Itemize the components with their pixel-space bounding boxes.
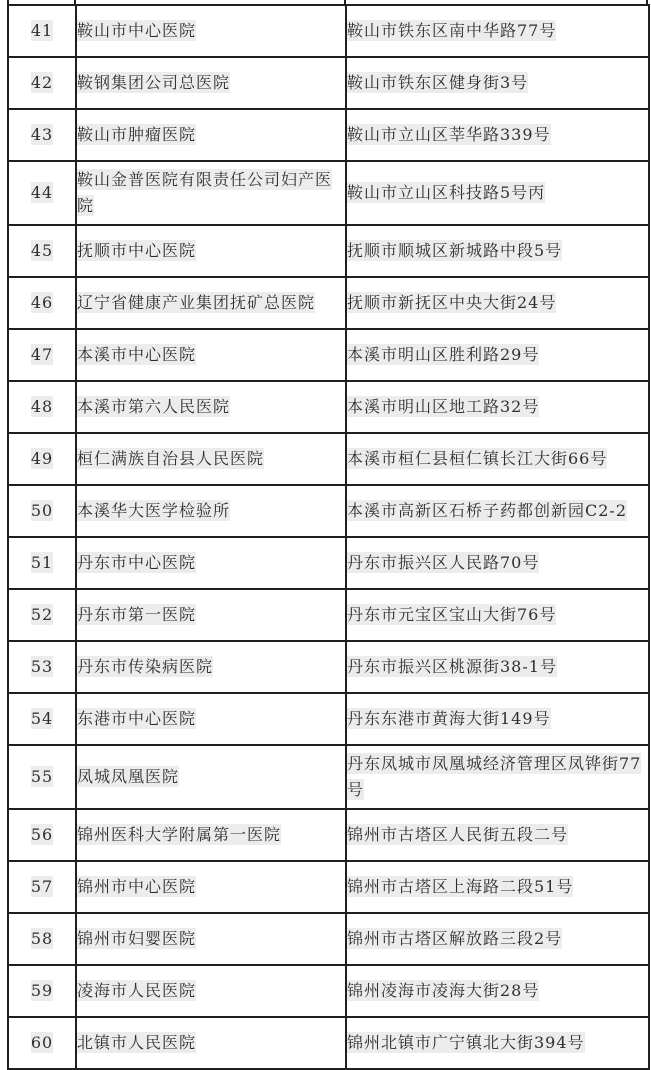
table-row xyxy=(8,589,649,641)
hospital-address: 抚顺市新抚区中央大街24号 xyxy=(347,293,557,312)
hospital-name: 锦州市中心医院 xyxy=(77,877,197,896)
hospital-address: 本溪市明山区胜利路29号 xyxy=(347,345,540,364)
row-number: 52 xyxy=(30,605,54,624)
cell-no xyxy=(8,57,76,109)
cell-address xyxy=(346,5,649,57)
cell-name xyxy=(76,1017,346,1069)
cell-name xyxy=(76,485,346,537)
table-row xyxy=(8,913,649,965)
hospital-address: 本溪市高新区石桥子药都创新园C2-2 xyxy=(347,501,628,520)
cell-name xyxy=(76,5,346,57)
cell-name xyxy=(76,225,346,277)
hospital-address: 丹东市振兴区人民路70号 xyxy=(347,553,540,572)
cell-no xyxy=(8,537,76,589)
hospital-name: 本溪市中心医院 xyxy=(77,345,197,364)
row-number: 50 xyxy=(30,501,54,520)
hospital-address: 锦州凌海市凌海大街28号 xyxy=(347,981,540,1000)
row-number: 44 xyxy=(30,183,54,202)
table-row xyxy=(8,809,649,861)
hospital-table-body xyxy=(8,5,649,1069)
hospital-address: 鞍山市铁东区南中华路77号 xyxy=(347,21,557,40)
row-number: 51 xyxy=(30,553,54,572)
cell-address xyxy=(346,109,649,161)
table-row xyxy=(8,161,649,225)
cell-address xyxy=(346,57,649,109)
cell-name xyxy=(76,381,346,433)
row-number: 48 xyxy=(30,397,54,416)
table-row xyxy=(8,433,649,485)
table-row xyxy=(8,329,649,381)
hospital-name: 鞍山市中心医院 xyxy=(77,21,197,40)
cell-address xyxy=(346,965,649,1017)
cell-name xyxy=(76,693,346,745)
cell-no xyxy=(8,693,76,745)
row-number: 60 xyxy=(30,1033,54,1052)
hospital-name: 锦州市妇婴医院 xyxy=(77,929,197,948)
hospital-name: 本溪市第六人民医院 xyxy=(77,397,231,416)
row-number: 45 xyxy=(30,241,54,260)
cell-name xyxy=(76,329,346,381)
cell-name xyxy=(76,433,346,485)
cell-name xyxy=(76,913,346,965)
hospital-name: 凤城凤凰医院 xyxy=(77,767,180,786)
cell-address xyxy=(346,589,649,641)
table-row xyxy=(8,277,649,329)
cell-address xyxy=(346,329,649,381)
cell-no xyxy=(8,433,76,485)
cell-address xyxy=(346,225,649,277)
table-row xyxy=(8,5,649,57)
cell-address xyxy=(346,745,649,809)
cell-address xyxy=(346,537,649,589)
cell-no xyxy=(8,225,76,277)
hospital-address: 锦州市古塔区人民街五段二号 xyxy=(347,825,569,844)
cell-no xyxy=(8,809,76,861)
table-row xyxy=(8,745,649,809)
cell-name xyxy=(76,809,346,861)
hospital-name: 鞍山金普医院有限责任公司妇产医院 xyxy=(77,170,333,215)
cell-no xyxy=(8,745,76,809)
cell-no xyxy=(8,277,76,329)
hospital-address: 本溪市桓仁县桓仁镇长江大街66号 xyxy=(347,449,608,468)
row-number: 56 xyxy=(30,825,54,844)
row-number: 49 xyxy=(30,449,54,468)
cell-name xyxy=(76,57,346,109)
cell-name xyxy=(76,641,346,693)
cell-no xyxy=(8,329,76,381)
cell-name xyxy=(76,109,346,161)
hospital-name: 锦州医科大学附属第一医院 xyxy=(77,825,282,844)
hospital-name: 辽宁省健康产业集团抚矿总医院 xyxy=(77,293,316,312)
cell-name xyxy=(76,277,346,329)
cell-no xyxy=(8,913,76,965)
table-row xyxy=(8,381,649,433)
hospital-address: 丹东市元宝区宝山大街76号 xyxy=(347,605,557,624)
hospital-address: 丹东东港市黄海大街149号 xyxy=(347,709,551,728)
hospital-name: 本溪华大医学检验所 xyxy=(77,501,231,520)
hospital-address: 丹东凤城市凤凰城经济管理区凤铧街77号 xyxy=(347,754,642,799)
hospital-name: 东港市中心医院 xyxy=(77,709,197,728)
cell-address xyxy=(346,433,649,485)
table-row xyxy=(8,641,649,693)
table-row xyxy=(8,693,649,745)
hospital-name: 丹东市传染病医院 xyxy=(77,657,214,676)
hospital-address: 锦州市古塔区上海路二段51号 xyxy=(347,877,574,896)
hospital-name: 丹东市第一医院 xyxy=(77,605,197,624)
cell-no xyxy=(8,965,76,1017)
hospital-address: 丹东市振兴区桃源街38-1号 xyxy=(347,657,557,676)
hospital-address: 抚顺市顺城区新城路中段5号 xyxy=(347,241,563,260)
cell-address xyxy=(346,913,649,965)
table-row xyxy=(8,109,649,161)
hospital-name: 凌海市人民医院 xyxy=(77,981,197,1000)
hospital-name: 抚顺市中心医院 xyxy=(77,241,197,260)
cell-no xyxy=(8,5,76,57)
row-number: 53 xyxy=(30,657,54,676)
cell-address xyxy=(346,161,649,225)
hospital-address: 鞍山市立山区科技路5号丙 xyxy=(347,183,546,202)
hospital-address: 鞍山市铁东区健身街3号 xyxy=(347,73,529,92)
cell-name xyxy=(76,965,346,1017)
hospital-name: 丹东市中心医院 xyxy=(77,553,197,572)
cell-name xyxy=(76,745,346,809)
cell-address xyxy=(346,641,649,693)
cell-no xyxy=(8,109,76,161)
table-row xyxy=(8,861,649,913)
table-row xyxy=(8,485,649,537)
cell-address xyxy=(346,277,649,329)
cell-name xyxy=(76,161,346,225)
hospital-address: 鞍山市立山区莘华路339号 xyxy=(347,125,551,144)
cell-address xyxy=(346,861,649,913)
cell-no xyxy=(8,161,76,225)
table-row xyxy=(8,537,649,589)
row-number: 46 xyxy=(30,293,54,312)
hospital-address: 锦州市古塔区解放路三段2号 xyxy=(347,929,563,948)
hospital-list-table xyxy=(7,4,650,1070)
cell-address xyxy=(346,381,649,433)
cell-no xyxy=(8,861,76,913)
cell-name xyxy=(76,861,346,913)
cell-address xyxy=(346,485,649,537)
cell-no xyxy=(8,381,76,433)
row-number: 55 xyxy=(30,767,54,786)
table-row xyxy=(8,57,649,109)
row-number: 59 xyxy=(30,981,54,1000)
hospital-name: 鞍钢集团公司总医院 xyxy=(77,73,231,92)
hospital-name: 北镇市人民医院 xyxy=(77,1033,197,1052)
cell-name xyxy=(76,589,346,641)
row-number: 54 xyxy=(30,709,54,728)
row-number: 43 xyxy=(30,125,54,144)
table-row xyxy=(8,225,649,277)
cell-address xyxy=(346,809,649,861)
hospital-name: 鞍山市肿瘤医院 xyxy=(77,125,197,144)
cell-no xyxy=(8,641,76,693)
cell-no xyxy=(8,485,76,537)
cell-no xyxy=(8,1017,76,1069)
hospital-name: 桓仁满族自治县人民医院 xyxy=(77,449,265,468)
hospital-address: 锦州北镇市广宁镇北大街394号 xyxy=(347,1033,585,1052)
table-row xyxy=(8,1017,649,1069)
cell-address xyxy=(346,693,649,745)
row-number: 57 xyxy=(30,877,54,896)
table-row xyxy=(8,965,649,1017)
cell-name xyxy=(76,537,346,589)
row-number: 42 xyxy=(30,73,54,92)
row-number: 58 xyxy=(30,929,54,948)
hospital-address: 本溪市明山区地工路32号 xyxy=(347,397,540,416)
row-number: 41 xyxy=(30,21,54,40)
cell-no xyxy=(8,589,76,641)
cell-address xyxy=(346,1017,649,1069)
row-number: 47 xyxy=(30,345,54,364)
